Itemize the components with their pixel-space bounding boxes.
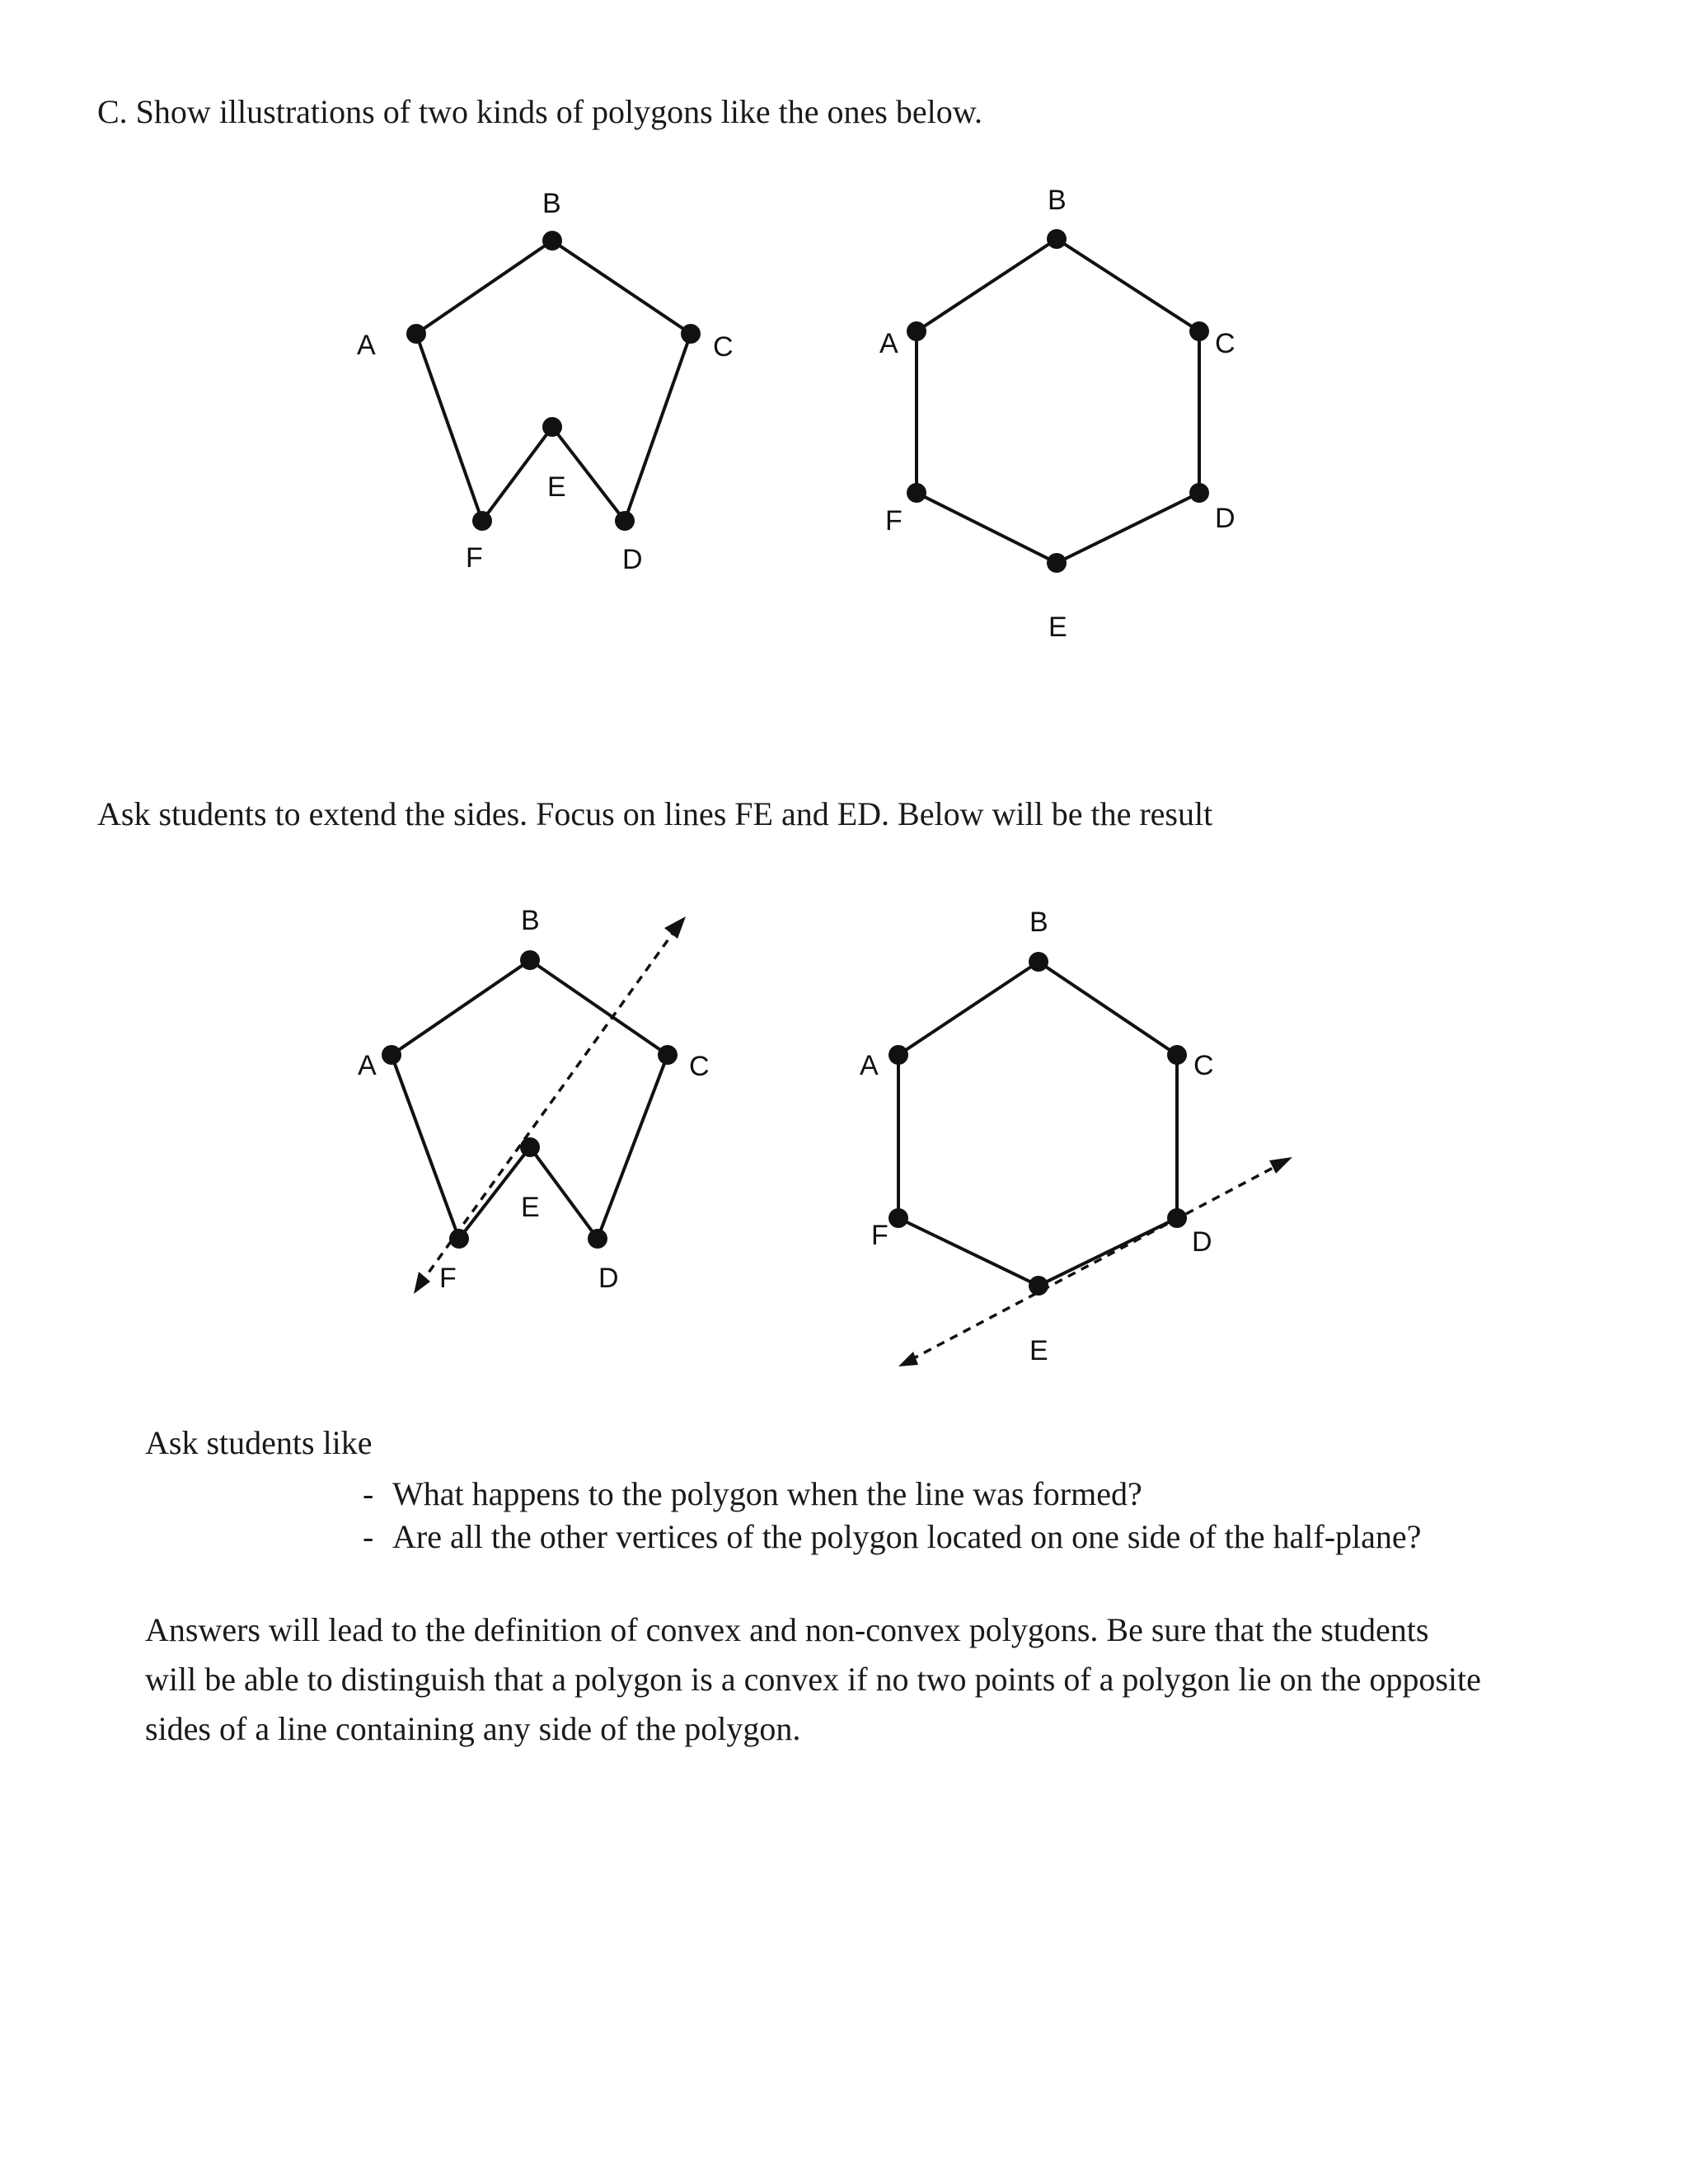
vertex-d — [1189, 483, 1209, 503]
section-heading: C. Show illustrations of two kinds of polygons like the ones below. — [97, 93, 983, 130]
label-f: F — [871, 1220, 889, 1251]
label-b: B — [542, 188, 561, 219]
label-f: F — [466, 542, 483, 574]
figure-nonconvex-top — [357, 188, 734, 575]
vertex-e — [520, 1137, 540, 1157]
label-b: B — [1048, 185, 1067, 216]
vertex-f — [889, 1208, 908, 1228]
question-text: Are all the other vertices of the polygon located on one side of the half-plane? — [392, 1518, 1422, 1555]
label-e: E — [521, 1192, 540, 1223]
label-c: C — [713, 331, 734, 363]
label-e: E — [1029, 1335, 1048, 1366]
vertex-e — [1029, 1276, 1048, 1296]
vertex-a — [889, 1045, 908, 1065]
vertex-d — [615, 511, 635, 531]
question-text: What happens to the polygon when the line was formed? — [392, 1475, 1142, 1512]
list-item: - What happens to the polygon when the line was formed? — [363, 1475, 1142, 1512]
ask-students-label: Ask students like — [145, 1424, 373, 1461]
instruction-text: Ask students to extend the sides. Focus on lines FE and ED. Below will be the result — [97, 795, 1213, 832]
vertex-e — [1047, 553, 1067, 573]
vertex-a — [907, 321, 926, 341]
arrowhead-icon — [664, 916, 686, 939]
label-a: A — [358, 1050, 377, 1081]
label-b: B — [521, 905, 540, 936]
vertex-a — [406, 324, 426, 344]
label-e: E — [547, 471, 566, 503]
vertex-f — [472, 511, 492, 531]
answer-line: will be able to distinguish that a polygon is a convex if no two points of a polygon lie on the opposite — [145, 1661, 1481, 1698]
arrowhead-icon — [1269, 1157, 1292, 1174]
arrowhead-icon — [898, 1352, 918, 1366]
vertex-d — [588, 1229, 607, 1249]
label-b: B — [1029, 907, 1048, 938]
vertex-b — [542, 231, 562, 251]
vertex-e — [542, 417, 562, 437]
figure-nonconvex-bottom — [358, 905, 710, 1294]
vertex-b — [520, 950, 540, 970]
vertex-d — [1167, 1208, 1187, 1228]
label-f: F — [885, 505, 903, 537]
label-a: A — [860, 1050, 879, 1081]
label-d: D — [1192, 1226, 1212, 1258]
label-c: C — [689, 1051, 710, 1082]
answer-paragraph — [145, 1605, 1579, 1754]
figure-convex-bottom — [860, 907, 1292, 1366]
extended-line-ed — [911, 1165, 1279, 1360]
label-a: A — [879, 328, 898, 359]
arrowhead-icon — [414, 1272, 430, 1294]
vertex-b — [1029, 952, 1048, 972]
vertex-c — [1167, 1045, 1187, 1065]
label-a: A — [357, 330, 376, 361]
convex-bottom-outline — [898, 962, 1177, 1286]
vertex-c — [1189, 321, 1209, 341]
figure-convex-top — [879, 185, 1236, 643]
list-item: - Are all the other vertices of the polygon located on one side of the half-plane? — [363, 1518, 1422, 1555]
label-d: D — [622, 544, 643, 575]
convex-top-outline — [917, 239, 1199, 563]
label-c: C — [1193, 1050, 1214, 1081]
vertex-f — [449, 1229, 469, 1249]
label-d: D — [1215, 503, 1236, 534]
answer-line: sides of a line containing any side of the polygon. — [145, 1710, 801, 1747]
vertex-c — [681, 324, 701, 344]
vertex-b — [1047, 229, 1067, 249]
label-c: C — [1215, 328, 1236, 359]
vertex-c — [658, 1045, 678, 1065]
vertex-f — [907, 483, 926, 503]
question-list — [363, 1473, 1421, 1558]
label-f: F — [439, 1263, 457, 1294]
answer-line: Answers will lead to the definition of convex and non-convex polygons. Be sure that the students — [145, 1611, 1429, 1648]
vertex-a — [382, 1045, 401, 1065]
label-d: D — [598, 1263, 619, 1294]
label-e: E — [1048, 612, 1067, 643]
